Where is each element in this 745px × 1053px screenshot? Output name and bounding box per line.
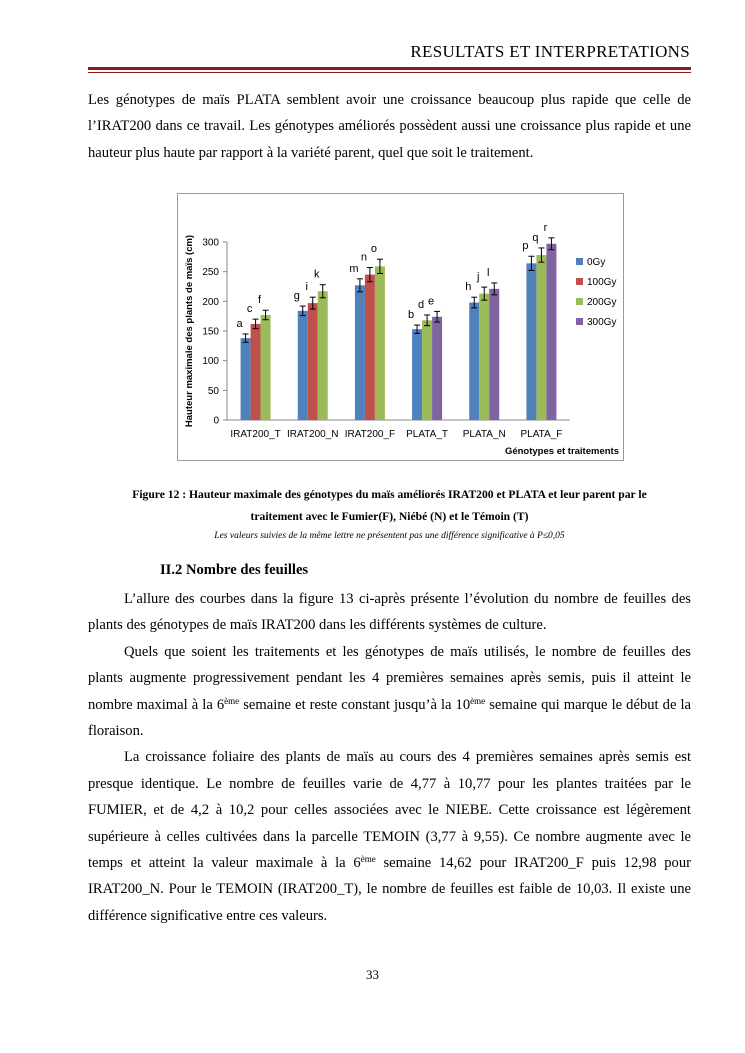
significance-letter: k bbox=[314, 268, 320, 281]
p3-superscript: ème bbox=[360, 854, 376, 865]
legend-label: 100Gy bbox=[587, 277, 617, 288]
bar-300gy bbox=[432, 317, 442, 420]
significance-letter: b bbox=[408, 309, 415, 322]
p2-superscript-1: ème bbox=[224, 695, 240, 706]
x-category-label: PLATA_T bbox=[406, 429, 449, 440]
legend-label: 0Gy bbox=[587, 257, 606, 268]
bar-0gy bbox=[298, 311, 308, 420]
bar-100gy bbox=[251, 324, 261, 420]
bar-200gy bbox=[261, 315, 271, 420]
x-category-label: PLATA_N bbox=[462, 429, 506, 440]
intro-paragraph bbox=[88, 87, 691, 166]
bar-200gy bbox=[422, 320, 432, 420]
y-tick-label: 150 bbox=[202, 326, 219, 338]
bar-100gy bbox=[308, 303, 318, 420]
significance-letter: i bbox=[305, 281, 308, 294]
figure-caption-line2: traitement avec le Fumier(F), Niébé (N) et le Témoin (T) bbox=[250, 510, 529, 523]
legend-label: 200Gy bbox=[587, 297, 617, 308]
intro-text: Les génotypes de maïs PLATA semblent avoir une croissance beaucoup plus rapide que celle de l’IRAT200 dans ce travail. Les génotypes améliorés possèdent aussi une croissance plus rapide et une hauteur plus haute par rapport à la variété parent, quel que soit le traitement. bbox=[88, 92, 691, 161]
y-tick-label: 250 bbox=[202, 267, 219, 279]
significance-letter: n bbox=[360, 251, 367, 264]
body-text bbox=[88, 586, 691, 929]
running-header: RESULTATS ET INTERPRETATIONS bbox=[410, 42, 690, 61]
y-tick-label: 50 bbox=[207, 385, 219, 397]
figure-caption-line1: Figure 12 : Hauteur maximale des génotypes du maïs améliorés IRAT200 et PLATA et leur parent par le bbox=[132, 488, 647, 501]
p2-part-c: semaine qui marque le début de la floraison. bbox=[88, 696, 692, 740]
bar-300gy bbox=[546, 244, 556, 420]
significance-letter: f bbox=[258, 294, 262, 307]
legend-swatch bbox=[576, 298, 583, 305]
section-heading: II.2 Nombre des feuilles bbox=[160, 562, 309, 578]
x-category-label: PLATA_F bbox=[520, 429, 563, 440]
significance-letter: o bbox=[370, 243, 377, 256]
legend-label: 300Gy bbox=[587, 317, 617, 328]
chart-svg bbox=[178, 194, 623, 460]
paragraph-3 bbox=[88, 744, 691, 929]
legend-swatch bbox=[576, 278, 583, 285]
significance-letter: j bbox=[477, 271, 480, 284]
p2-superscript-2: ème bbox=[470, 695, 486, 706]
significance-letter: l bbox=[487, 266, 490, 279]
y-tick-label: 100 bbox=[202, 356, 219, 368]
significance-letter: r bbox=[543, 221, 548, 234]
significance-letter: g bbox=[293, 290, 300, 303]
p2-part-a: Quels que soient les traitements et les génotypes de maïs utilisés, le nombre de feuilles des plants augmente progressivement pendant les 4 premières semaines après semis, puis il atteint le nombre maximal à la 6 bbox=[88, 643, 691, 713]
bar-0gy bbox=[526, 263, 536, 420]
x-category-label: IRAT200_N bbox=[286, 429, 339, 440]
significance-letter: q bbox=[532, 231, 539, 244]
significance-letter: p bbox=[522, 240, 529, 253]
bar-chart bbox=[177, 193, 624, 461]
bar-100gy bbox=[365, 275, 375, 420]
header-rule-thin bbox=[88, 72, 691, 73]
bar-300gy bbox=[489, 289, 499, 420]
significance-letter: c bbox=[246, 303, 253, 316]
y-tick-label: 300 bbox=[202, 237, 219, 249]
y-axis-title: Hauteur maximale des plants de maïs (cm) bbox=[184, 234, 195, 428]
significance-letter: h bbox=[465, 281, 472, 294]
legend-swatch bbox=[576, 258, 583, 265]
paragraph-2 bbox=[88, 639, 691, 745]
significance-letter: d bbox=[418, 298, 425, 311]
x-category-label: IRAT200_T bbox=[230, 429, 281, 440]
y-tick-label: 200 bbox=[202, 296, 219, 308]
legend-swatch bbox=[576, 318, 583, 325]
x-axis-title: Génotypes et traitements bbox=[504, 446, 619, 457]
bar-200gy bbox=[375, 266, 385, 420]
bar-200gy bbox=[536, 255, 546, 420]
significance-letter: a bbox=[236, 317, 243, 330]
p2-part-b: semaine et reste constant jusqu’à la 10 bbox=[239, 696, 471, 713]
paragraph-1: L’allure des courbes dans la figure 13 ci-après présente l’évolution du nombre de feuilles des plants des génotypes de maïs IRAT200 dans les différents systèmes de culture. bbox=[88, 591, 691, 634]
y-tick-label: 0 bbox=[213, 415, 219, 427]
significance-note: Les valeurs suivies de la même lettre ne présentent pas une différence significative à P≤0,05 bbox=[214, 531, 565, 541]
page-number: 33 bbox=[366, 967, 379, 982]
bar-0gy bbox=[355, 285, 365, 420]
bar-200gy bbox=[318, 291, 328, 420]
bar-0gy bbox=[241, 338, 251, 420]
significance-letter: m bbox=[349, 262, 359, 275]
x-category-label: IRAT200_F bbox=[344, 429, 396, 440]
bar-200gy bbox=[479, 294, 489, 420]
bar-0gy bbox=[469, 303, 479, 420]
p3-part-b: semaine 14,62 pour IRAT200_F puis 12,98 pour IRAT200_N. Pour le TEMOIN (IRAT200_T), le nombre de feuilles est faible de 10,03. Il existe une différence significative entre ces valeurs. bbox=[88, 855, 691, 924]
bar-0gy bbox=[412, 329, 422, 420]
header-rule-thick bbox=[88, 67, 691, 70]
significance-letter: e bbox=[428, 295, 435, 308]
p3-part-a: La croissance foliaire des plants de maïs au cours des 4 premières semaines après semis est presque identique. Le nombre de feuilles varie de 4,77 à 10,77 pour les plantes traitées par le FUMIER, et de 4,2 à 10,2 pour celles associées avec le NIEBE. Cette croissance est légèrement supérieure à celles cultivées dans la parcelle TEMOIN (3,77 à 9,55). Ce nombre augmente avec le temps et atteint la valeur maximale à la 6 bbox=[88, 749, 691, 872]
